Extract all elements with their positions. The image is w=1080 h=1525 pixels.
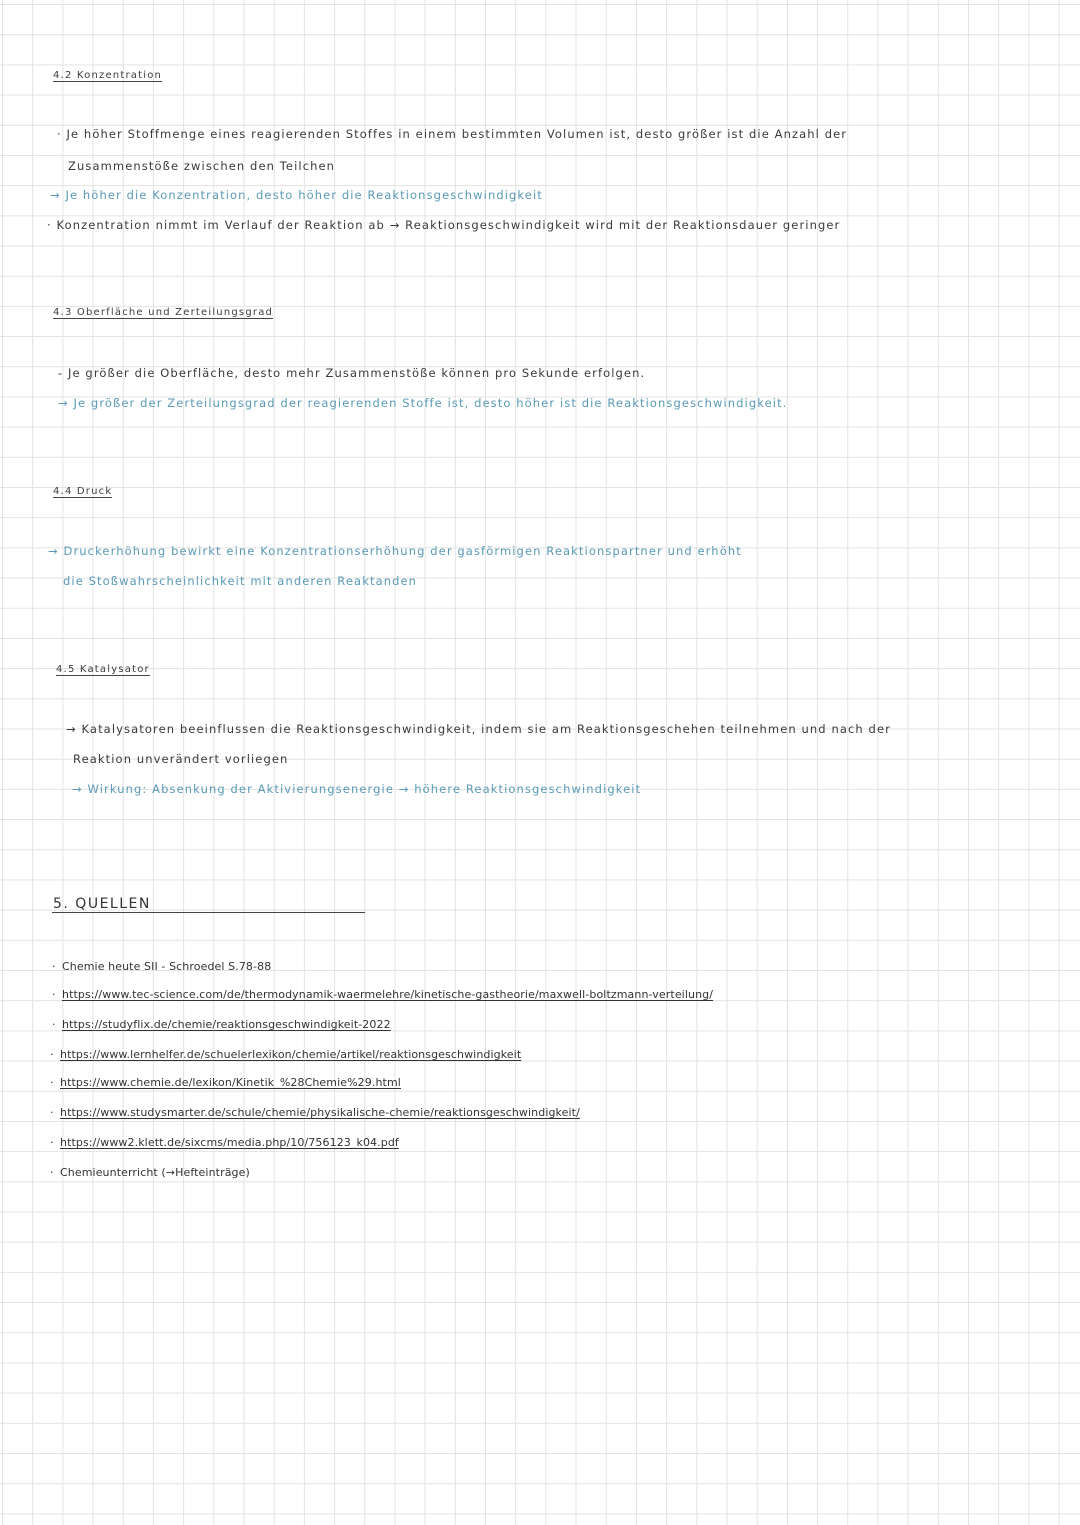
source-item-link[interactable]: · https://studyflix.de/chemie/reaktionsgeschwindigkeit-2022 [52,1018,391,1031]
text-konzentration-line-1: · Je höher Stoffmenge eines reagierenden Stoffes in einem bestimmten Volumen ist, desto größer ist die Anzahl der [57,127,848,141]
source-item-link[interactable]: · https://www.tec-science.com/de/thermodynamik-waermelehre/kinetische-gastheorie/maxwell-boltzmann-verteilung/ [52,988,714,1001]
text-druck-line-1: → Druckerhöhung bewirkt eine Konzentrationserhöhung der gasförmigen Reaktionspartner und erhöht [48,544,742,558]
text-konzentration-line-3: → Je höher die Konzentration, desto höher die Reaktionsgeschwindigkeit [50,188,543,202]
text-katalysator-line-2: Reaktion unverändert vorliegen [73,752,289,766]
text-oberflaeche-line-2: → Je größer der Zerteilungsgrad der reagierenden Stoffe ist, desto höher ist die Reaktionsgeschwindigkeit. [58,396,788,410]
heading-quellen-underline [52,912,365,913]
text-oberflaeche-line-1: - Je größer die Oberfläche, desto mehr Zusammenstöße können pro Sekunde erfolgen. [58,366,646,380]
source-item-link[interactable]: · https://www.studysmarter.de/schule/chemie/physikalische-chemie/reaktionsgeschwindigkeit/ [50,1106,580,1119]
source-item-notes: · Chemieunterricht (→Hefteinträge) [50,1166,250,1179]
heading-druck: 4.4 Druck [53,486,113,497]
source-item-link[interactable]: · https://www.lernhelfer.de/schuelerlexikon/chemie/artikel/reaktionsgeschwindigkeit [50,1048,522,1061]
heading-oberflaeche: 4.3 Oberfläche und Zerteilungsgrad [53,307,274,318]
heading-konzentration: 4.2 Konzentration [53,70,163,81]
text-katalysator-line-3: → Wirkung: Absenkung der Aktivierungsenergie → höhere Reaktionsgeschwindigkeit [72,782,642,796]
source-item-link[interactable]: · https://www.chemie.de/lexikon/Kinetik_%28Chemie%29.html [50,1076,401,1089]
text-konzentration-line-2: Zusammenstöße zwischen den Teilchen [68,159,336,173]
text-druck-line-2: die Stoßwahrscheinlichkeit mit anderen Reaktanden [63,574,418,588]
source-item-book: · Chemie heute SII - Schroedel S.78-88 [52,960,272,973]
source-item-link[interactable]: · https://www2.klett.de/sixcms/media.php/10/756123_k04.pdf [50,1136,399,1149]
heading-quellen: 5. QUELLEN [53,896,151,912]
heading-katalysator: 4.5 Katalysator [56,664,150,675]
text-katalysator-line-1: → Katalysatoren beeinflussen die Reaktionsgeschwindigkeit, indem sie am Reaktionsgeschehen teilnehmen und nach der [66,722,891,736]
text-konzentration-line-4: · Konzentration nimmt im Verlauf der Reaktion ab → Reaktionsgeschwindigkeit wird mit der Reaktionsdauer geringer [47,218,841,232]
